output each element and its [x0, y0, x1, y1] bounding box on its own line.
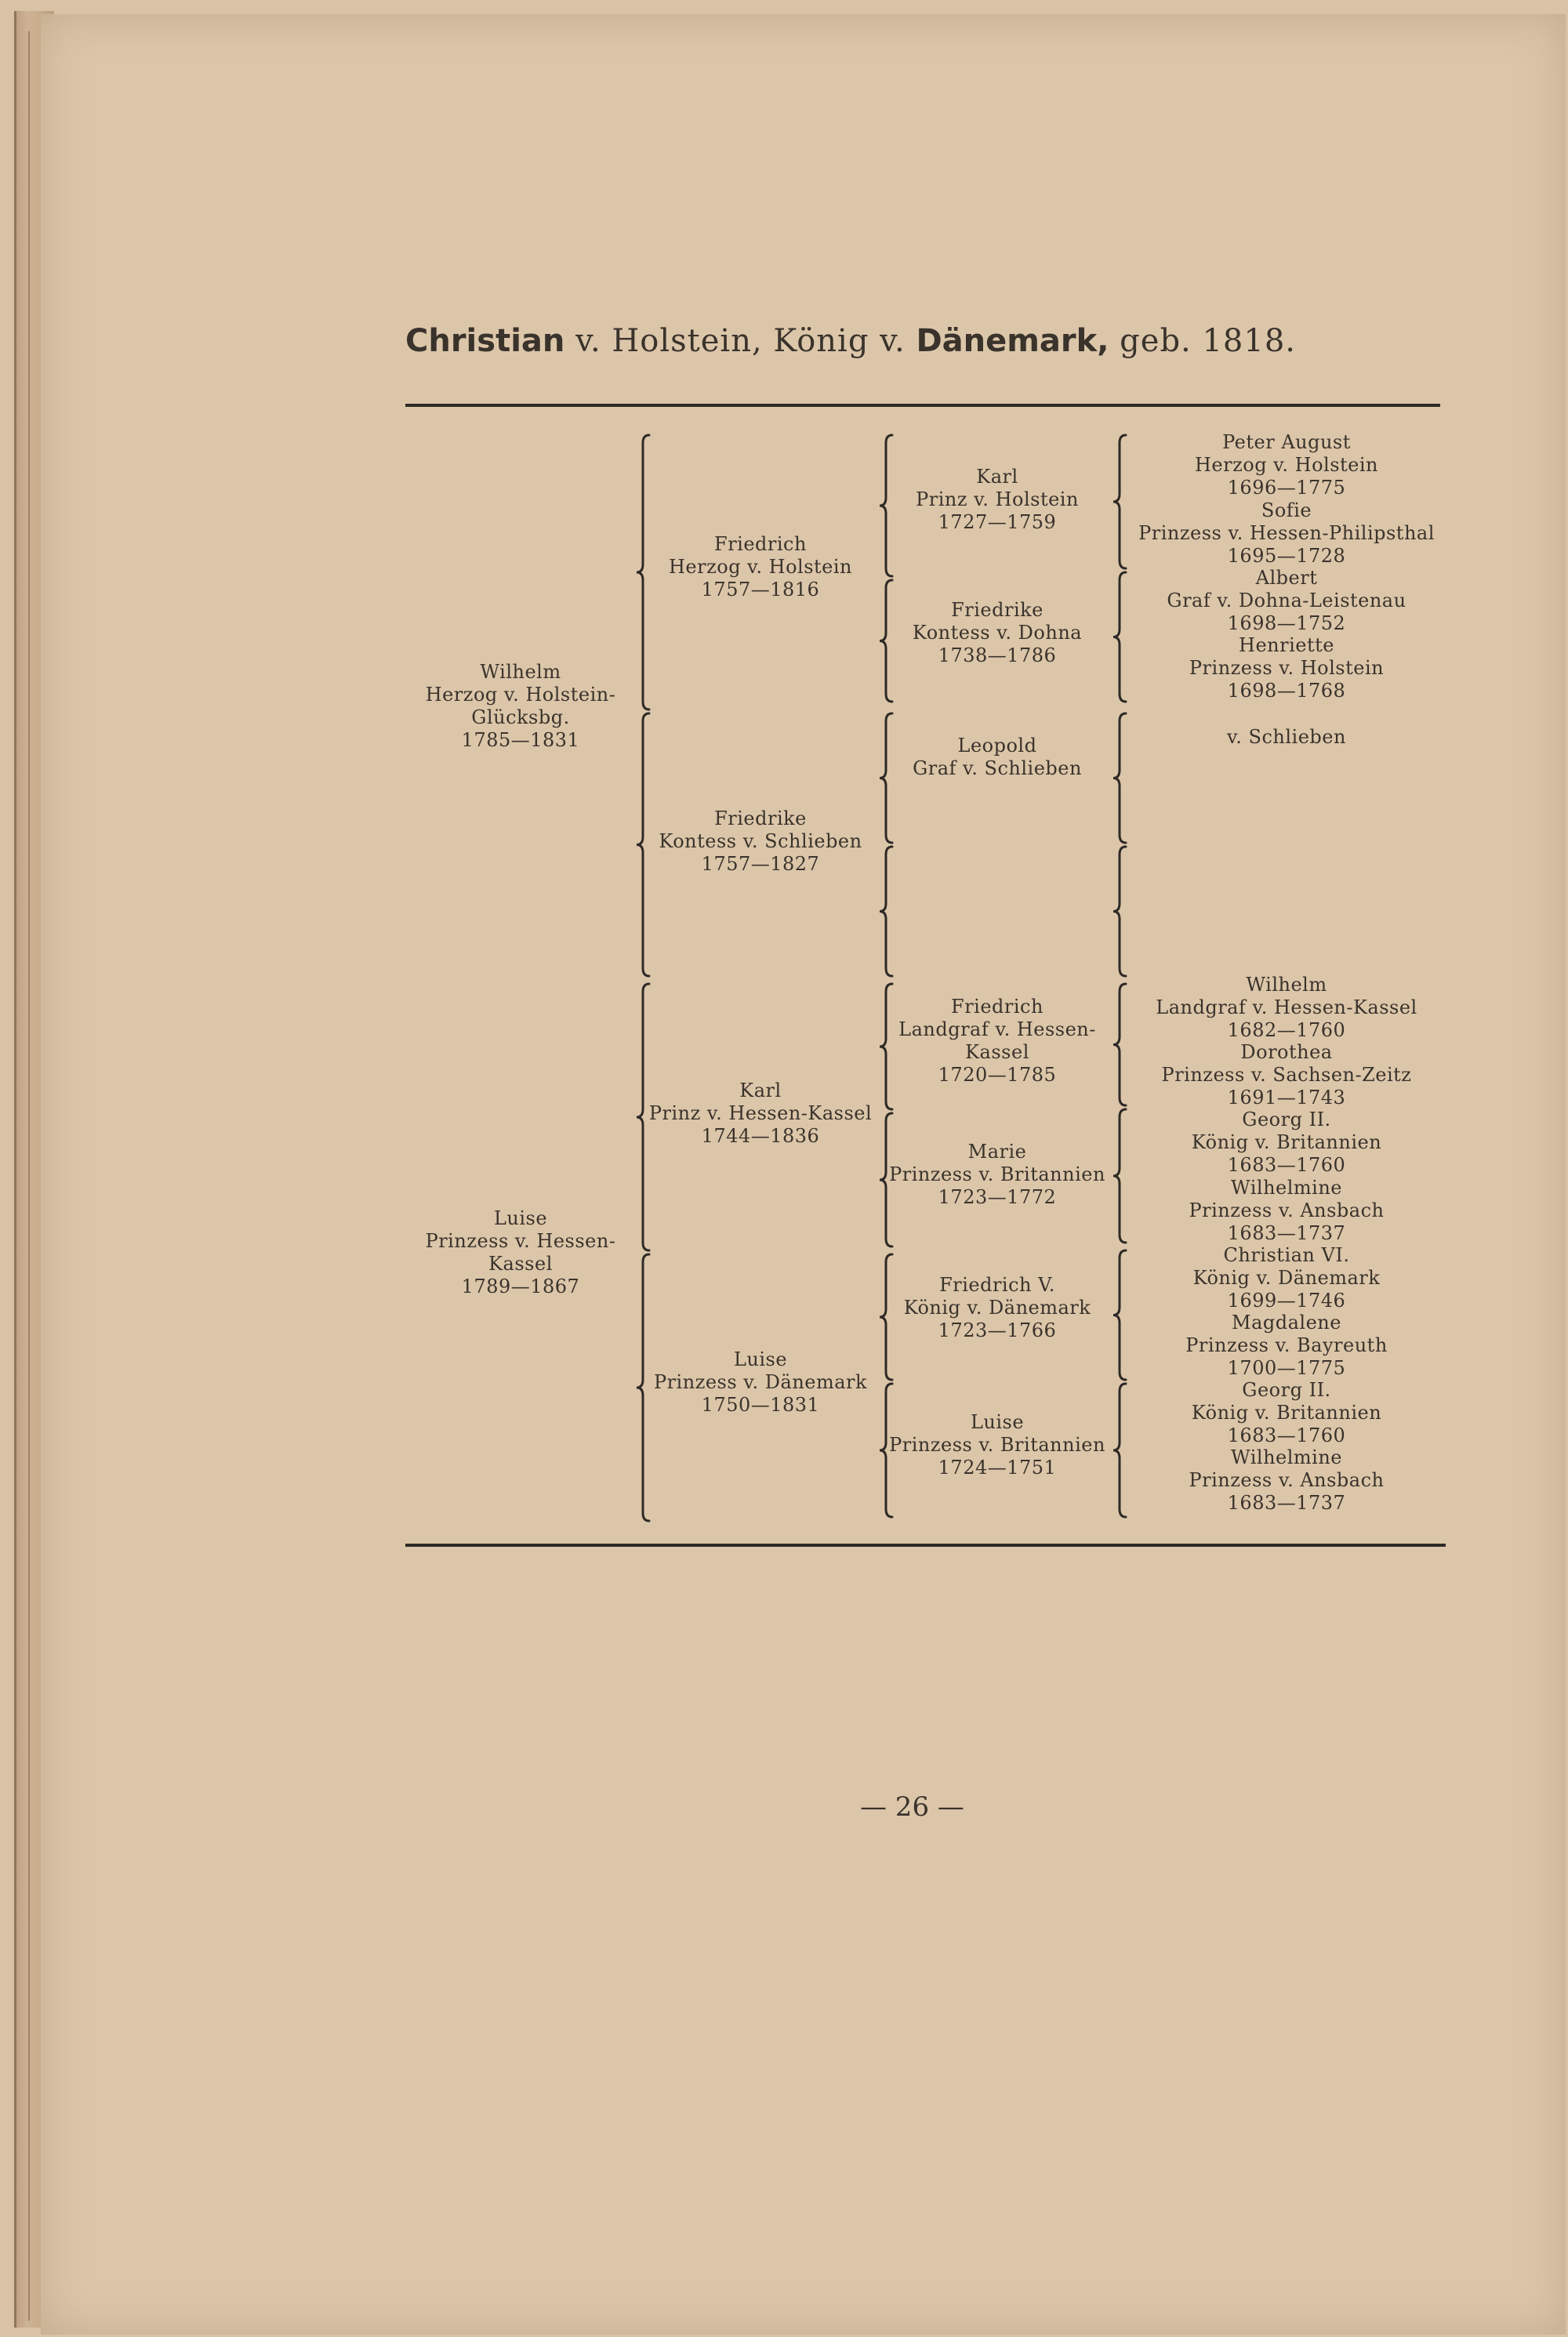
person-line: Albert — [1255, 567, 1318, 589]
generation4-person — [1138, 499, 1435, 568]
person-line: Friedrike — [714, 807, 807, 829]
person-line: 1727—1759 — [938, 511, 1057, 533]
person-line: Luise — [733, 1348, 788, 1370]
generation3-person — [913, 599, 1082, 667]
person-line: Prinzess v. Hessen-Philipsthal — [1138, 522, 1435, 544]
person-line: 1698—1752 — [1227, 612, 1346, 634]
person-line: 1683—1760 — [1227, 1424, 1346, 1446]
person-line: Marie — [967, 1141, 1027, 1163]
generation3-person — [913, 735, 1082, 780]
person-line: Prinzess v. Ansbach — [1189, 1469, 1385, 1491]
person-line: Magdalene — [1232, 1312, 1341, 1334]
person-line: 1700—1775 — [1227, 1357, 1346, 1379]
person-line: Prinz v. Holstein — [916, 488, 1079, 510]
bracket — [880, 713, 892, 843]
person-line: 1683—1760 — [1227, 1154, 1346, 1176]
person-line: Prinzess v. Ansbach — [1189, 1199, 1385, 1221]
bracket — [880, 984, 892, 1109]
bracket — [1113, 984, 1126, 1105]
person-line: 1789—1867 — [461, 1276, 580, 1297]
generation2-person — [659, 807, 862, 876]
person-line: Landgraf v. Hessen-Kassel — [1156, 996, 1417, 1018]
bracket — [1113, 435, 1126, 568]
person-line: König v. Britannien — [1191, 1402, 1382, 1424]
person-line: Kassel — [488, 1253, 553, 1275]
bracket — [637, 984, 649, 1250]
generation4-person — [1156, 974, 1417, 1042]
person-line: Prinzess v. Britannien — [889, 1163, 1105, 1185]
generation4-person — [1189, 1177, 1384, 1245]
generation4-person — [1189, 1446, 1384, 1515]
page-title: Christian v. Holstein, König v. Dänemark, geb. 1818. — [405, 323, 1296, 359]
bracket — [1113, 572, 1126, 702]
person-line: Luise — [970, 1411, 1025, 1433]
person-line: 1683—1737 — [1227, 1492, 1346, 1514]
person-line: Henriette — [1239, 634, 1334, 656]
generation4-person — [1192, 1379, 1381, 1447]
bracket — [637, 1254, 649, 1521]
bracket — [880, 847, 892, 976]
person-line: Friedrich V. — [939, 1274, 1055, 1296]
person-line: Wilhelm — [1246, 974, 1327, 996]
generation4-person — [1167, 567, 1406, 635]
bracket — [1113, 713, 1126, 843]
person-line: Georg II. — [1242, 1379, 1331, 1401]
person-line: Peter August — [1222, 431, 1351, 453]
person-line: Prinzess v. Dänemark — [653, 1371, 868, 1393]
person-line: Graf v. Schlieben — [913, 757, 1082, 779]
person-line: Prinzess v. Britannien — [889, 1434, 1105, 1456]
generation4-person — [1162, 1041, 1412, 1109]
bracket — [880, 1254, 892, 1380]
person-line: Prinzess v. Sachsen-Zeitz — [1161, 1064, 1412, 1086]
generation4-person — [1193, 1244, 1381, 1312]
generation4-person — [1227, 726, 1346, 749]
page-number: — 26 — — [860, 1791, 964, 1823]
person-line: Herzog v. Holstein — [1194, 454, 1379, 476]
person-line: 1744—1836 — [701, 1125, 820, 1147]
person-line: 1683—1737 — [1227, 1222, 1346, 1244]
person-line: Sofie — [1261, 499, 1312, 521]
generation4-person — [1192, 1109, 1381, 1177]
person-line: Wilhelmine — [1230, 1177, 1343, 1199]
generation3-person — [904, 1274, 1091, 1342]
person-line: Luise — [493, 1207, 548, 1229]
bracket — [1113, 1109, 1126, 1243]
person-line: Leopold — [957, 735, 1037, 757]
person-line: 1750—1831 — [701, 1394, 820, 1416]
generation4-person — [1195, 431, 1378, 499]
generation3-person — [889, 1411, 1105, 1479]
person-line: Herzog v. Holstein — [668, 556, 853, 578]
person-line: Graf v. Dohna-Leistenau — [1167, 590, 1406, 611]
generation2-person — [669, 533, 852, 601]
person-line: 1724—1751 — [938, 1457, 1057, 1479]
person-line: 1698—1768 — [1227, 680, 1346, 702]
person-line: Prinz v. Hessen-Kassel — [648, 1102, 873, 1124]
generation3-person — [898, 996, 1096, 1087]
person-line: Wilhelm — [480, 661, 561, 683]
person-line: Kassel — [965, 1041, 1029, 1063]
person-line: Friedrich — [714, 533, 807, 555]
person-line: 1696—1775 — [1227, 477, 1346, 499]
generation3-person — [916, 466, 1079, 534]
person-line: 1757—1816 — [701, 579, 820, 601]
person-line: 1757—1827 — [701, 853, 820, 875]
person-line: 1682—1760 — [1227, 1019, 1346, 1041]
person-line: 1723—1772 — [938, 1186, 1057, 1208]
person-line: Prinzess v. Hessen- — [425, 1230, 616, 1252]
person-line: Kontess v. Schlieben — [659, 830, 862, 852]
person-line: v. Schlieben — [1227, 726, 1346, 748]
person-line: Prinzess v. Holstein — [1189, 657, 1385, 679]
bracket — [1113, 1250, 1126, 1380]
person-line: Dorothea — [1240, 1041, 1333, 1063]
person-line: Georg II. — [1242, 1109, 1331, 1130]
generation4-person — [1189, 634, 1384, 702]
bracket — [880, 435, 892, 576]
person-line: Christian VI. — [1223, 1244, 1350, 1266]
person-line: Karl — [739, 1080, 782, 1101]
person-line: 1695—1728 — [1227, 545, 1346, 567]
person-line: Friedrich — [951, 996, 1044, 1018]
person-line: Wilhelmine — [1230, 1446, 1343, 1468]
person-line: 1723—1766 — [938, 1319, 1057, 1341]
bracket — [637, 713, 649, 976]
person-line: Kontess v. Dohna — [912, 622, 1083, 644]
person-line: 1738—1786 — [938, 644, 1057, 666]
person-line: Glücksbg. — [471, 706, 570, 728]
person-line: 1691—1743 — [1227, 1087, 1346, 1109]
person-line: König v. Britannien — [1191, 1131, 1382, 1153]
person-line: Friedrike — [951, 599, 1044, 621]
bracket — [1113, 1384, 1126, 1517]
person-line: Herzog v. Holstein- — [425, 684, 616, 706]
generation1-person — [426, 1207, 616, 1298]
person-line: 1699—1746 — [1227, 1290, 1346, 1312]
bracket — [880, 580, 892, 702]
person-line: Landgraf v. Hessen- — [898, 1018, 1096, 1040]
generation4-person — [1185, 1312, 1388, 1380]
person-line: 1785—1831 — [461, 729, 580, 751]
person-line: Karl — [976, 466, 1018, 488]
person-line: König v. Dänemark — [1192, 1267, 1381, 1289]
generation1-person — [426, 661, 616, 752]
generation2-person — [654, 1348, 867, 1417]
person-line: König v. Dänemark — [903, 1297, 1091, 1319]
person-line: Prinzess v. Bayreuth — [1185, 1334, 1388, 1356]
person-line: 1720—1785 — [938, 1064, 1057, 1086]
bracket — [637, 435, 649, 709]
generation2-person — [649, 1080, 872, 1148]
generation3-person — [889, 1141, 1105, 1209]
bracket — [1113, 847, 1126, 976]
